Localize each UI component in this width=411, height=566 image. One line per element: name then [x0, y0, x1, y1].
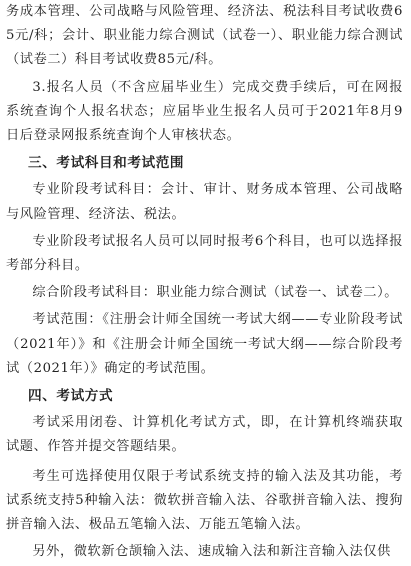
- paragraph-comprehensive-subjects: 综合阶段考试科目：职业能力综合测试（试卷一、试卷二）。: [32, 285, 399, 301]
- paragraph-additional-input-methods: 另外，微软新仓颉输入法、速成输入法和新注音输入法仅供: [32, 544, 391, 560]
- section-heading-exam-method: 四、考试方式: [28, 388, 114, 405]
- section-heading-subjects: 三、考试科目和考试范围: [28, 155, 185, 172]
- paragraph-exam-scope: 考试范围：《注册会计师全国统一考试大纲——专业阶段考试（2021年）》和《注册会计师全国统一考试大纲——综合阶段考试（2021年）》确定的考试范围。: [6, 312, 403, 376]
- paragraph-exam-format: 考试采用闭卷、计算机化考试方式，即，在计算机终端获取试题、作答并提交答题结果。: [6, 415, 403, 455]
- paragraph-fees: 务成本管理、公司战略与风险管理、经济法、税法科目考试收费65元/科；会计、职业能力综合测试（试卷一）、职业能力综合测试（试卷二）科目考试收费85元/科。: [6, 4, 403, 68]
- paragraph-professional-subjects: 专业阶段考试科目：会计、审计、财务成本管理、公司战略与风险管理、经济法、税法。: [6, 182, 403, 222]
- paragraph-input-methods: 考生可选择使用仅限于考试系统支持的输入法及其功能，考试系统支持5种输入法：微软拼音输入法、谷歌拼音输入法、搜狗拼音输入法、极品五笔输入法、万能五笔输入法。: [6, 468, 403, 533]
- paragraph-registration-status: 3.报名人员（不含应届毕业生）完成交费手续后，可在网报系统查询个人报名状态；应届毕业生报名人员可于2021年8月9日后登录网报系统查询个人审核状态。: [6, 79, 403, 144]
- paragraph-subject-count: 专业阶段考试报名人员可以同时报考6个科目，也可以选择报考部分科目。: [6, 233, 403, 274]
